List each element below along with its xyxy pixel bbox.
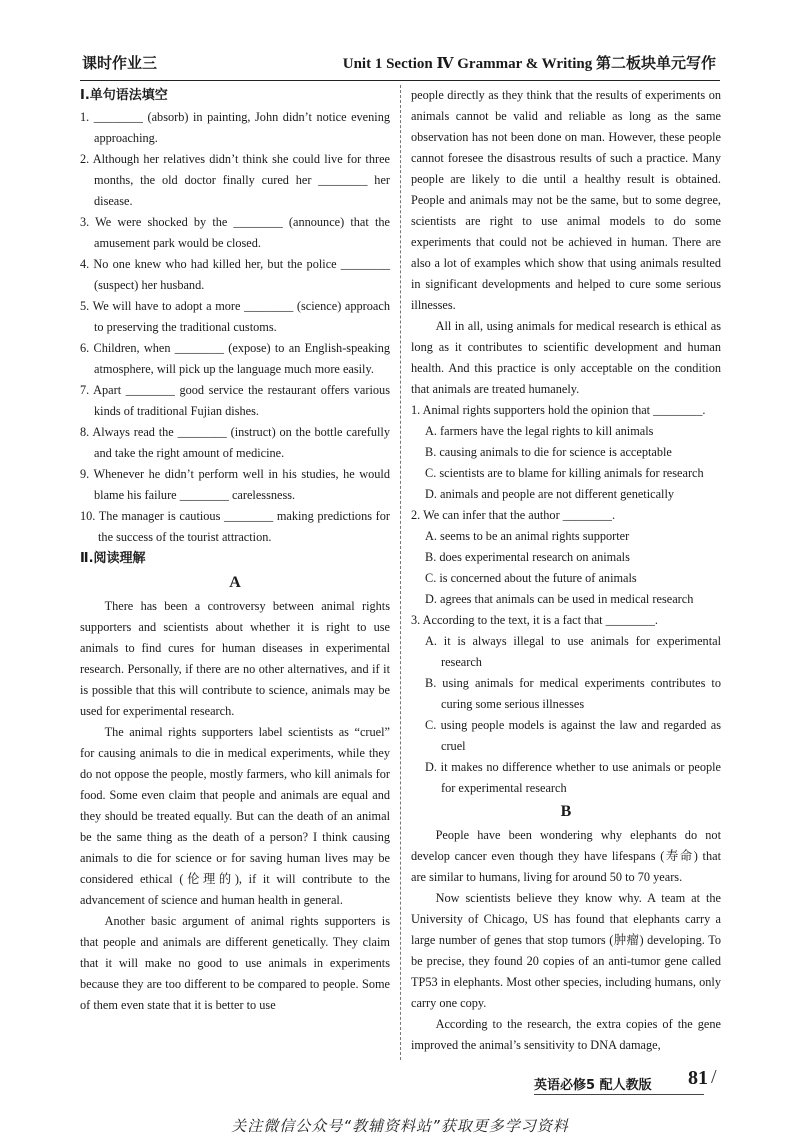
- right-column: [411, 85, 721, 1056]
- passage-a-paragraph-2: The animal rights supporters label scientists as “cruel” for causing animals to die in medical experiments, while they do not oppose the people, mostly farmers, who kill animals for food. Some even claim that people and animals are equal and they should be treated equally. But can the death of an animal be the same thing as the death of a person? I think causing animals to die for science or for saving human lives may be considered ethical (伦理的), if it will contribute to the advancement of science and human health in general.: [80, 725, 390, 907]
- assignment-title: 课时作业三: [82, 54, 158, 72]
- reading-question-2: 2. We can infer that the author ________.: [411, 508, 616, 522]
- passage-b-label: B: [560, 803, 572, 820]
- passage-b-paragraph-1: People have been wondering why elephants do not develop cancer even though they have lifespans (寿命) that are similar to humans, living for around 50 to 70 years.: [411, 828, 721, 884]
- q3-option-b: B. using animals for medical experiments contributes to curing some serious illnesses: [425, 676, 721, 711]
- q2-option-d: D. agrees that animals can be used in medical research: [425, 592, 694, 606]
- footer-rule: [534, 1094, 704, 1095]
- left-column: [80, 85, 390, 1016]
- grammar-question-8: 8. Always read the ________ (instruct) on the bottle carefully and take the right amount of medicine.: [80, 425, 390, 460]
- grammar-question-9: 9. Whenever he didn’t perform well in his studies, he would blame his failure ________ carelessness.: [80, 467, 390, 502]
- q2-option-b: B. does experimental research on animals: [425, 550, 630, 564]
- column-divider: [400, 85, 401, 1060]
- grammar-question-2: 2. Although her relatives didn’t think she could live for three months, the old doctor finally cured her ________ her disease.: [80, 152, 390, 208]
- section1-title: Ⅰ.单句语法填空: [80, 88, 168, 103]
- header-rule: [80, 80, 720, 81]
- reading-question-3: 3. According to the text, it is a fact that ________.: [411, 613, 658, 627]
- q1-option-b: B. causing animals to die for science is acceptable: [425, 445, 672, 459]
- q3-option-c: C. using people models is against the law and regarded as cruel: [425, 718, 721, 753]
- passage-b-paragraph-3: According to the research, the extra copies of the gene improved the animal’s sensitivity to DNA damage,: [411, 1017, 721, 1052]
- q2-option-c: C. is concerned about the future of animals: [425, 571, 637, 585]
- grammar-question-10: 10. The manager is cautious ________ making predictions for the success of the tourist attraction.: [80, 509, 390, 544]
- q3-option-a: A. it is always illegal to use animals for experimental research: [425, 634, 721, 669]
- passage-a-paragraph-4: All in all, using animals for medical research is ethical as long as it contributes to scientific development and human health. And this practice is only acceptable on the condition that animals are treated humanely.: [411, 319, 721, 396]
- passage-a-paragraph-3-continued: people directly as they think that the results of experiments on animals cannot be valid and reliable as long as the same observation has not been done on man. However, these people cannot foresee the disastrous results of such a practice. Many people are likely to die until a healthy result is obtained. People and animals may not be the same, but to some degree, scientists are right to use animal models to do some experiments that could not be achieved in human. There are also a lot of examples which show that using animals resulted in significant developments and helped to cure some serious illnesses.: [411, 88, 721, 312]
- book-edition-label: 英语必修5 配人教版: [534, 1078, 652, 1093]
- section2-title: Ⅱ.阅读理解: [80, 551, 146, 566]
- q1-option-a: A. farmers have the legal rights to kill animals: [425, 424, 654, 438]
- page-number: 81: [688, 1067, 708, 1089]
- q2-option-a: A. seems to be an animal rights supporter: [425, 529, 630, 543]
- handwritten-watermark: 关注微信公众号“教辅资料站”获取更多学习资料: [231, 1117, 569, 1135]
- grammar-question-5: 5. We will have to adopt a more ________ (science) approach to preserving the traditional customs.: [80, 299, 390, 334]
- passage-a-label: A: [229, 574, 241, 591]
- unit-section-title: Unit 1 Section Ⅳ Grammar & Writing 第二板块单元写作: [342, 56, 716, 72]
- grammar-question-3: 3. We were shocked by the ________ (announce) that the amusement park would be closed.: [80, 215, 390, 250]
- grammar-question-1: 1. ________ (absorb) in painting, John didn’t notice evening approaching.: [80, 110, 390, 145]
- grammar-question-7: 7. Apart ________ good service the restaurant offers various kinds of traditional Fujian dishes.: [80, 383, 390, 418]
- q1-option-d: D. animals and people are not different genetically: [425, 487, 675, 501]
- q3-option-d: D. it makes no difference whether to use animals or people for experimental research: [425, 760, 721, 795]
- q1-option-c: C. scientists are to blame for killing animals for research: [425, 466, 704, 480]
- grammar-question-4: 4. No one knew who had killed her, but the police ________ (suspect) her husband.: [80, 257, 390, 292]
- grammar-question-6: 6. Children, when ________ (expose) to an English-speaking atmosphere, will pick up the language much more easily.: [80, 341, 390, 376]
- page-slash-mark: /: [711, 1066, 717, 1088]
- passage-b-paragraph-2: Now scientists believe they know why. A team at the University of Chicago, US has found that elephants carry a large number of genes that stop tumors (肿瘤) developing. To be precise, they found 20 copies of an anti-tumor gene called TP53 in elephants. Most other species, including humans, only carry one copy.: [411, 891, 721, 1010]
- passage-a-paragraph-3: Another basic argument of animal rights supporters is that people and animals are different genetically. They claim that it will make no good to use animals in experiments because they are too different to be compared to people. Some of them even state that it is better to use: [80, 914, 390, 1012]
- reading-question-1: 1. Animal rights supporters hold the opinion that ________.: [411, 403, 706, 417]
- passage-a-paragraph-1: There has been a controversy between animal rights supporters and scientists about whether it is right to use animals to find cures for human diseases in experimental research. Personally, if there are no other alternatives, and if it is possible that this will contribute to science, animals may be used for experimental research.: [80, 599, 390, 718]
